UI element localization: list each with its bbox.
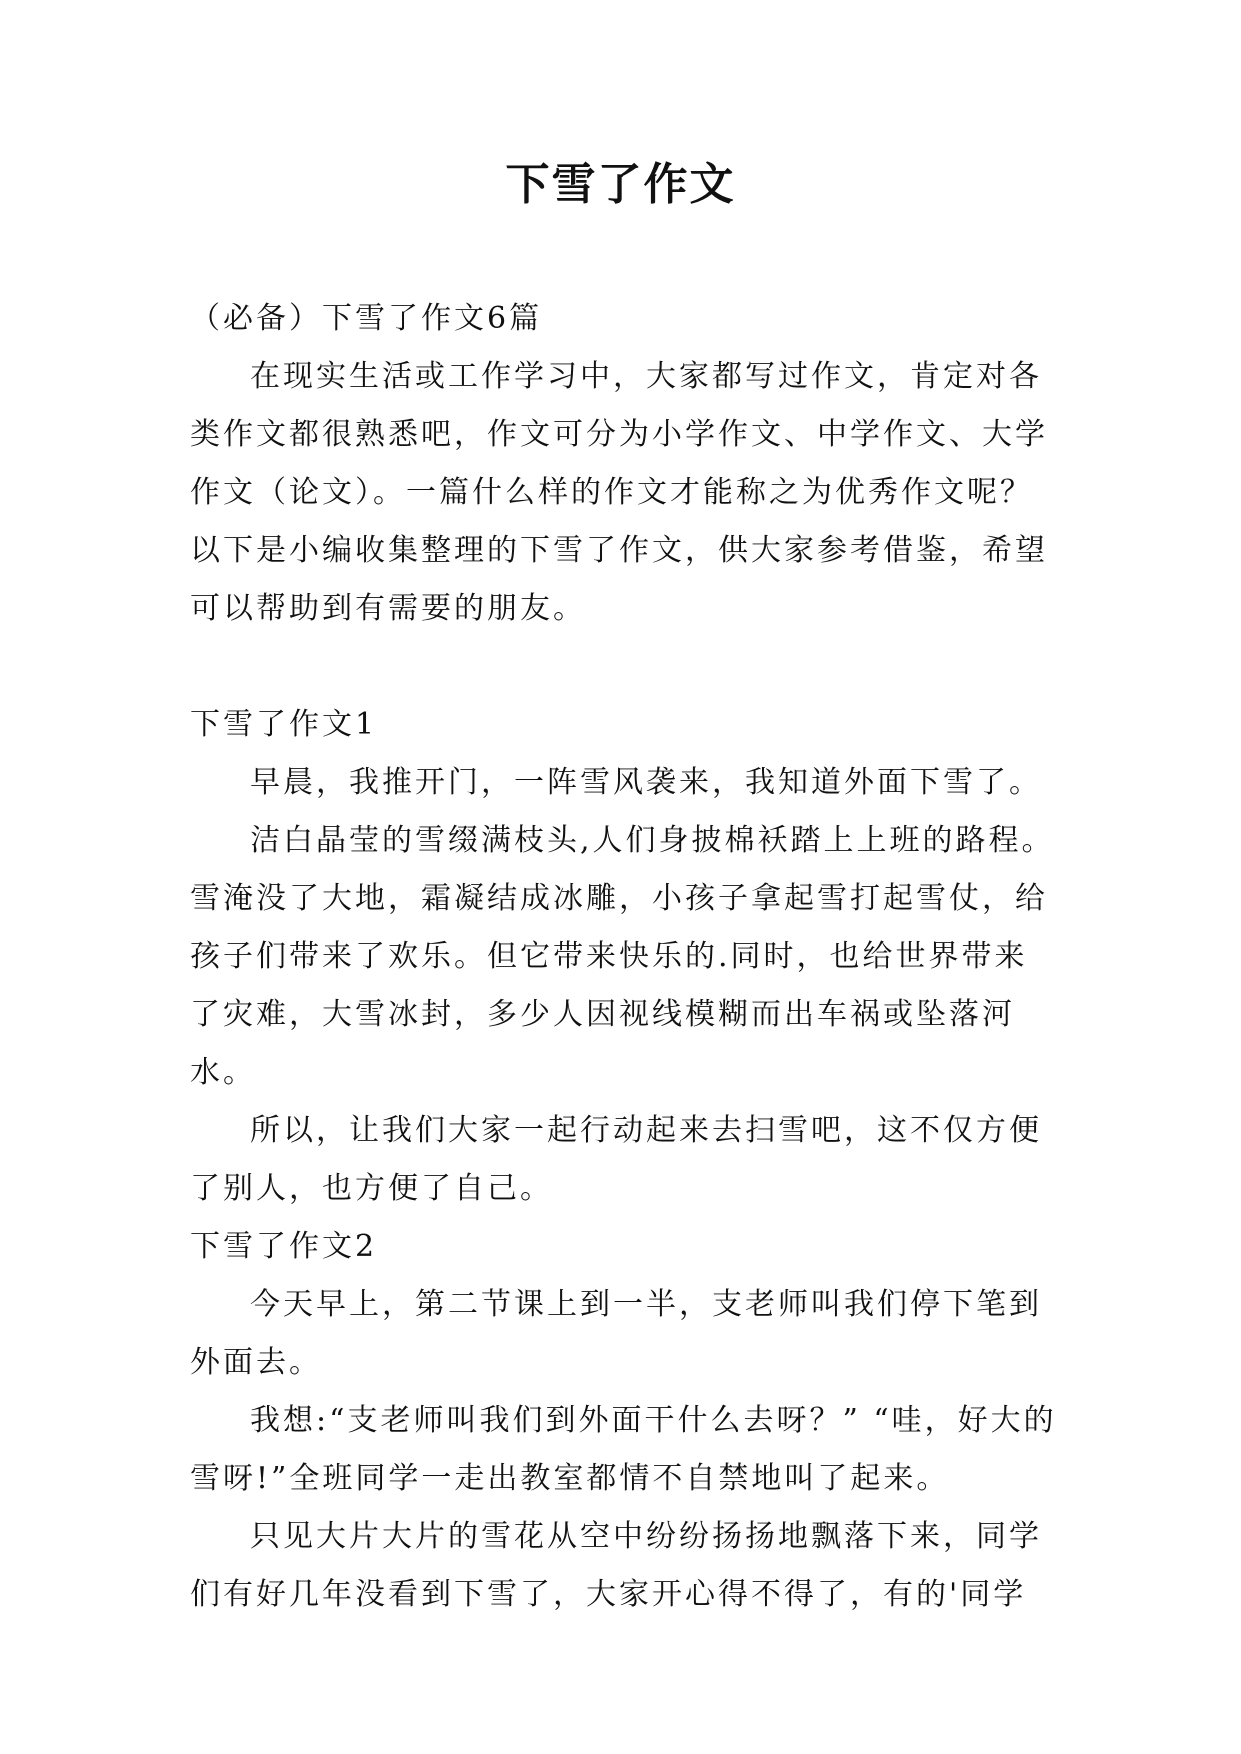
essay-2-paragraph-2: 我想:“支老师叫我们到外面干什么去呀？” “哇，好大的雪呀!”全班同学一走出教室都情不自禁地叫了起来。	[190, 1403, 1057, 1496]
essay-2-paragraph-1: 今天早上，第二节课上到一半，支老师叫我们停下笔到外面去。	[190, 1287, 1042, 1380]
essay-2-paragraph-3: 只见大片大片的雪花从空中纷纷扬扬地飘落下来，同学们有好几年没看到下雪了，大家开心得不得了，有的'同学	[190, 1519, 1042, 1612]
document-body	[190, 290, 1060, 1624]
essay-1-paragraph-3: 所以，让我们大家一起行动起来去扫雪吧，这不仅方便了别人，也方便了自己。	[190, 1113, 1042, 1206]
essay-1-paragraph-1: 早晨，我推开门，一阵雪风袭来，我知道外面下雪了。	[250, 765, 1042, 800]
essay-1-paragraph-2: 洁白晶莹的雪缀满枝头,人们身披棉袄踏上上班的路程。雪淹没了大地，霜凝结成冰雕，小孩子拿起雪打起雪仗，给孩子们带来了欢乐。但它带来快乐的.同时，也给世界带来了灾难，大雪冰封，多少人因视线模糊而出车祸或坠落河水。	[190, 823, 1055, 1090]
intro-paragraph: 在现实生活或工作学习中，大家都写过作文，肯定对各类作文都很熟悉吧，作文可分为小学作文、中学作文、大学作文（论文）。一篇什么样的作文才能称之为优秀作文呢？以下是小编收集整理的下雪了作文，供大家参考借鉴，希望可以帮助到有需要的朋友。	[190, 359, 1048, 626]
essay-2-heading: 下雪了作文2	[190, 1229, 378, 1264]
essay-1-heading: 下雪了作文1	[190, 707, 378, 742]
document-title: 下雪了作文	[505, 159, 736, 210]
document-heading: （必备）下雪了作文6篇	[190, 301, 543, 336]
